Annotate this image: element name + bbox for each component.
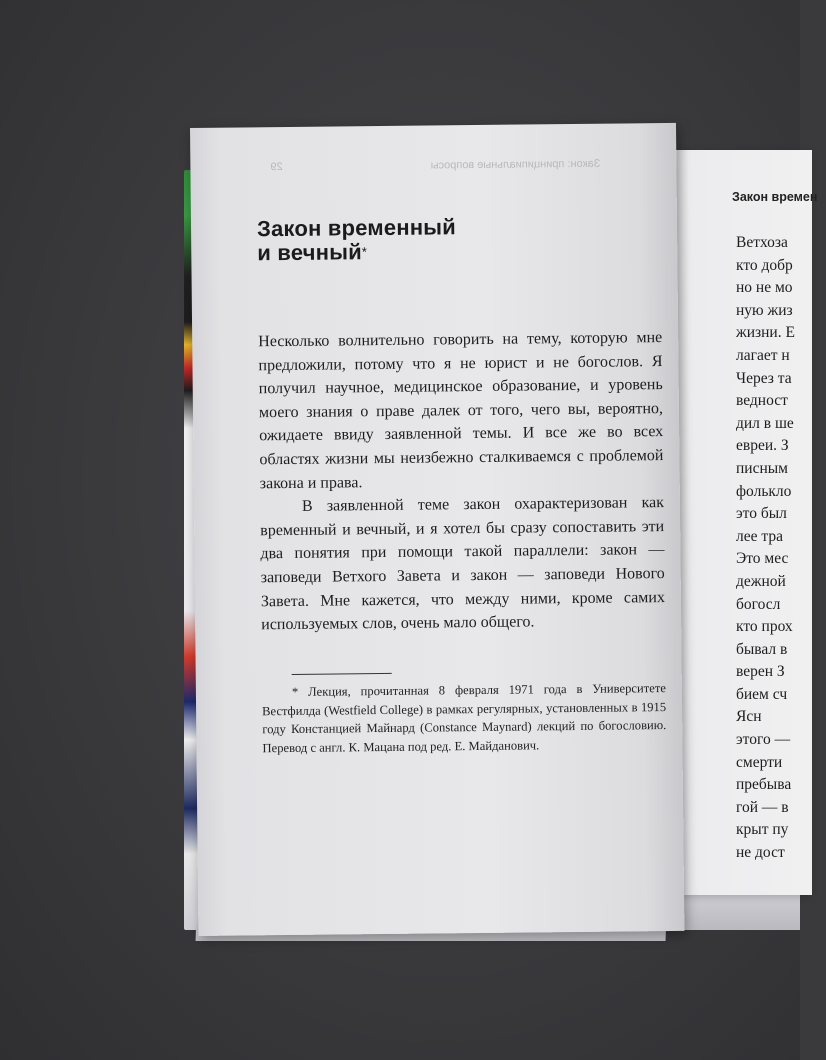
right-page-line: верен З: [736, 663, 785, 681]
chapter-title-line2: [257, 239, 456, 265]
right-page-line: крыт пу: [736, 821, 789, 839]
right-page-line: не дост: [736, 844, 785, 862]
right-page-line: Это мес: [736, 550, 789, 568]
right-running-head: Закон времен: [732, 190, 818, 204]
right-page-line: пребыва: [736, 776, 792, 794]
body-text: [258, 326, 665, 637]
right-page-line: богосл: [736, 595, 781, 613]
right-page-line: жизни. Е: [736, 324, 795, 342]
right-page-line: ведност: [736, 392, 788, 410]
left-page: [190, 123, 684, 936]
right-page-line: писным: [736, 459, 788, 477]
right-page-line: гой — в: [736, 798, 789, 816]
right-page-line: кто добр: [736, 256, 793, 274]
right-page-line: дил в ше: [736, 414, 794, 432]
right-page-line: дежной: [736, 572, 786, 590]
right-page-line: этого —: [736, 731, 791, 749]
right-page-line: Ясн: [736, 708, 762, 726]
right-page-line: лагает н: [736, 346, 790, 364]
paragraph-1: Несколько волнительно говорить на тему, которую мне предложили, потому что я не юрист и не богослов. Я получил научное, медицинское образование, и уровень моего знания о праве далек от того, чего вы, вероятно, ожидаете ввиду заявленной темы. И все же во всех областях жизни мы неизбежно сталкиваемся с проблемой закона и права.: [258, 329, 664, 492]
right-page-line: Ветхоза: [736, 234, 788, 251]
right-page-line: лее тра: [736, 527, 783, 545]
right-page-line: кто прох: [736, 618, 793, 636]
paragraph-2: В заявленной теме закон охарактеризован как временный и вечный, и я хотел бы сразу сопоставить эти два понятия при помощи такой параллели: закон — заповеди Ветхого Завета и закон — заповеди Нового Завета. Мне кажется, что между ними, кроме самих используемых слов, очень мало общего.: [260, 494, 666, 634]
left-running-head: [270, 158, 600, 173]
right-page-line: бывал в: [736, 640, 788, 658]
right-page-line: Через та: [736, 369, 792, 387]
chapter-title-line2-text: и вечный: [257, 239, 362, 266]
footnote-rule: [292, 673, 392, 675]
chapter-title-line1: Закон временный: [256, 214, 457, 242]
right-page-line: евреи. З: [736, 437, 789, 455]
right-page: [672, 150, 818, 895]
right-page-line: но не мо: [736, 279, 793, 297]
footnote-text: * Лекция, прочитанная 8 февраля 1971 года в Университете Вестфилда (Westfield College) в рамках регулярных, установленных в 1915 году Констанцией Майнард (Constance Maynard) лекций по богословию. Перевод с англ. К. Мацана под ред. Е. Майданович.: [262, 681, 667, 756]
footnote: [262, 679, 667, 758]
chapter-title: [257, 215, 456, 265]
right-page-line: ную жиз: [736, 301, 793, 319]
right-page-line: фолькло: [736, 482, 792, 500]
right-page-line: смерти: [736, 753, 783, 771]
footnote-marker: *: [361, 244, 368, 260]
right-page-line: бием сч: [736, 685, 788, 703]
page-number: 29: [270, 161, 283, 174]
running-head-section: Закон: принципиальные вопросы: [430, 157, 601, 172]
right-page-line: это был: [736, 505, 787, 523]
right-page-text: [736, 232, 826, 865]
